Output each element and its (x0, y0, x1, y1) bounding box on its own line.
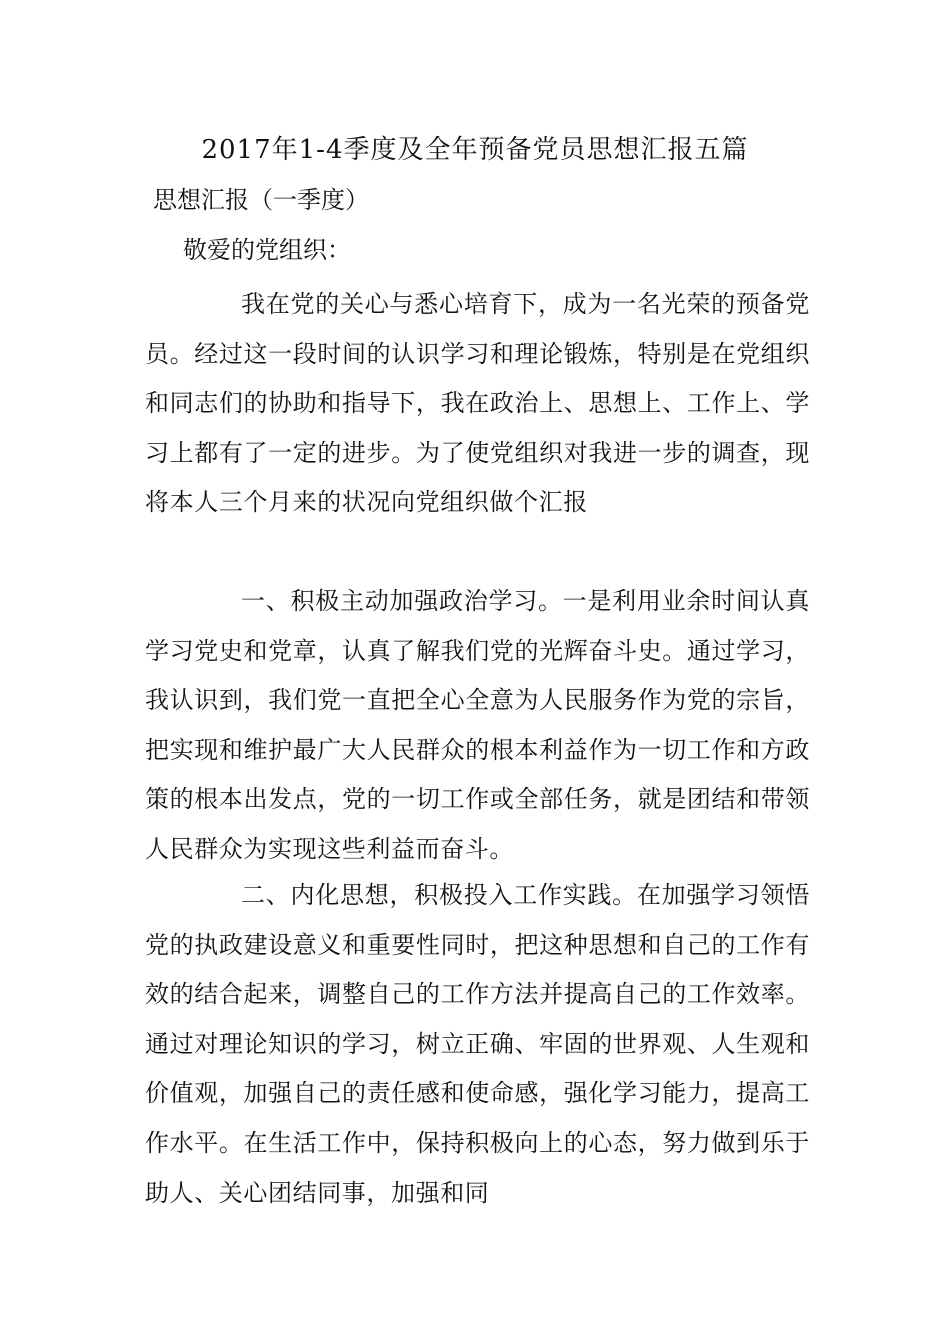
paragraph-intro: 我在党的关心与悉心培育下，成为一名光荣的预备党员。经过这一段时间的认识学习和理论锻炼，特别是在党组织和同志们的协助和指导下，我在政治上、思想上、工作上、学习上都有了一定的进步。为了使党组织对我进一步的调查，现将本人三个月来的状况向党组织做个汇报 (145, 290, 810, 517)
document-title: 2017年1-4季度及全年预备党员思想汇报五篇 (201, 135, 749, 165)
paragraph-political-study: 一、积极主动加强政治学习。一是利用业余时间认真学习党史和党章，认真了解我们党的光辉奋斗史。通过学习，我认识到，我们党一直把全心全意为人民服务作为党的宗旨，把实现和维护最广大人民群众的根本利益作为一切工作和方政策的根本出发点，党的一切工作或全部任务，就是团结和带领人民群众为实现这些利益而奋斗。 (145, 587, 810, 863)
salutation: 敬爱的党组织： (183, 236, 351, 264)
document-subtitle: 思想汇报（一季度） (153, 186, 369, 214)
paragraph-work-practice: 二、内化思想，积极投入工作实践。在加强学习领悟党的执政建设意义和重要性同时，把这种思想和自己的工作有效的结合起来，调整自己的工作方法并提高自己的工作效率。通过对理论知识的学习，树立正确、牢固的世界观、人生观和价值观，加强自己的责任感和使命感，强化学习能力，提高工作水平。在生活工作中，保持积极向上的心态，努力做到乐于助人、关心团结同事，加强和同 (145, 881, 810, 1207)
